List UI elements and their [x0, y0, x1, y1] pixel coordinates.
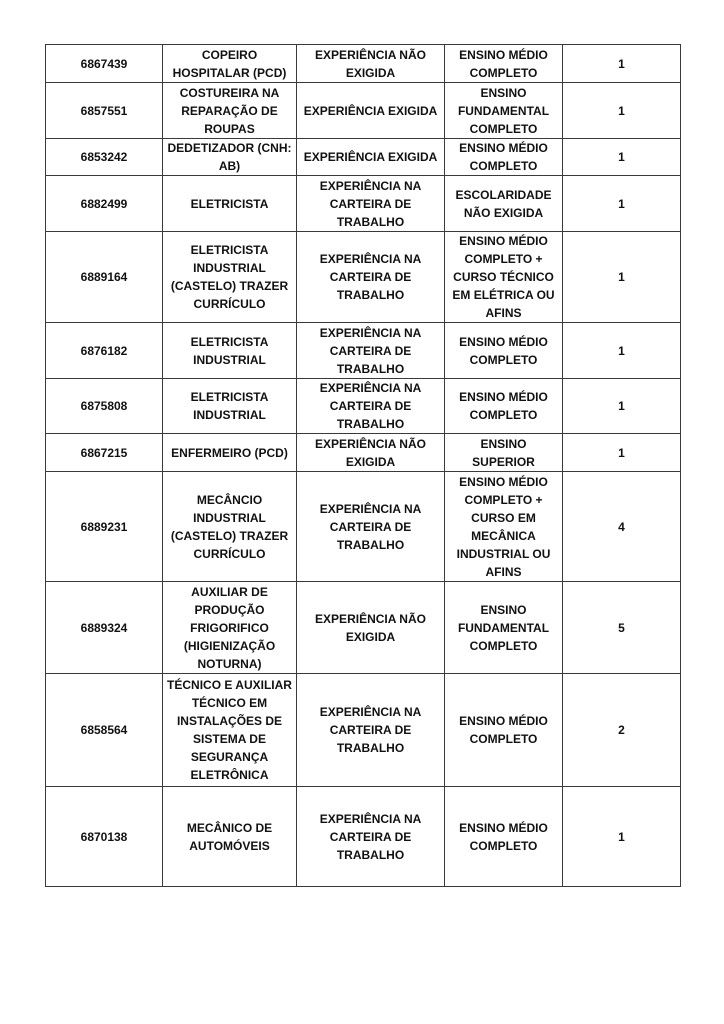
job-code-cell: 6853242	[46, 139, 163, 176]
table-row	[46, 434, 681, 472]
job-code-cell: 6882499	[46, 176, 163, 232]
table-row	[46, 83, 681, 139]
vacancies-cell: 1	[563, 176, 681, 232]
education-cell: ESCOLARIDADE NÃO EXIGIDA	[445, 176, 563, 232]
table-row	[46, 787, 681, 887]
table-row	[46, 674, 681, 787]
experience-cell: EXPERIÊNCIA EXIGIDA	[297, 83, 445, 139]
job-vacancies-table	[45, 44, 681, 887]
education-cell: ENSINO MÉDIO COMPLETO + CURSO TÉCNICO EM ELÉTRICA OU AFINS	[445, 232, 563, 323]
job-code-cell: 6858564	[46, 674, 163, 787]
job-code-cell: 6889164	[46, 232, 163, 323]
vacancies-cell: 4	[563, 472, 681, 582]
education-cell: ENSINO MÉDIO COMPLETO	[445, 379, 563, 434]
experience-cell: EXPERIÊNCIA NA CARTEIRA DE TRABALHO	[297, 674, 445, 787]
education-cell: ENSINO FUNDAMENTAL COMPLETO	[445, 83, 563, 139]
table-row	[46, 472, 681, 582]
job-role-cell: ELETRICISTA INDUSTRIAL	[163, 379, 297, 434]
job-role-cell: COSTUREIRA NA REPARAÇÃO DE ROUPAS	[163, 83, 297, 139]
experience-cell: EXPERIÊNCIA NA CARTEIRA DE TRABALHO	[297, 472, 445, 582]
vacancies-cell: 2	[563, 674, 681, 787]
job-role-cell: AUXILIAR DE PRODUÇÃO FRIGORIFICO (HIGIENIZAÇÃO NOTURNA)	[163, 582, 297, 674]
job-code-cell: 6857551	[46, 83, 163, 139]
table-row	[46, 45, 681, 83]
table-row	[46, 139, 681, 176]
vacancies-cell: 1	[563, 83, 681, 139]
experience-cell: EXPERIÊNCIA NA CARTEIRA DE TRABALHO	[297, 176, 445, 232]
education-cell: ENSINO SUPERIOR	[445, 434, 563, 472]
job-role-cell: MECÂNCIO INDUSTRIAL (CASTELO) TRAZER CURRÍCULO	[163, 472, 297, 582]
education-cell: ENSINO MÉDIO COMPLETO	[445, 674, 563, 787]
experience-cell: EXPERIÊNCIA NA CARTEIRA DE TRABALHO	[297, 232, 445, 323]
education-cell: ENSINO MÉDIO COMPLETO	[445, 787, 563, 887]
job-role-cell: ELETRICISTA INDUSTRIAL (CASTELO) TRAZER CURRÍCULO	[163, 232, 297, 323]
vacancies-cell: 1	[563, 787, 681, 887]
job-role-cell: TÉCNICO E AUXILIAR TÉCNICO EM INSTALAÇÕES DE SISTEMA DE SEGURANÇA ELETRÔNICA	[163, 674, 297, 787]
job-role-cell: DEDETIZADOR (CNH: AB)	[163, 139, 297, 176]
job-role-cell: ELETRICISTA	[163, 176, 297, 232]
job-code-cell: 6870138	[46, 787, 163, 887]
education-cell: ENSINO MÉDIO COMPLETO	[445, 45, 563, 83]
vacancies-cell: 1	[563, 139, 681, 176]
education-cell: ENSINO MÉDIO COMPLETO	[445, 323, 563, 379]
vacancies-cell: 1	[563, 323, 681, 379]
job-code-cell: 6889231	[46, 472, 163, 582]
education-cell: ENSINO FUNDAMENTAL COMPLETO	[445, 582, 563, 674]
vacancies-cell: 1	[563, 379, 681, 434]
experience-cell: EXPERIÊNCIA EXIGIDA	[297, 139, 445, 176]
vacancies-cell: 1	[563, 434, 681, 472]
experience-cell: EXPERIÊNCIA NA CARTEIRA DE TRABALHO	[297, 787, 445, 887]
document-page	[45, 44, 680, 887]
table-row	[46, 379, 681, 434]
job-code-cell: 6867215	[46, 434, 163, 472]
table-row	[46, 176, 681, 232]
table-row	[46, 232, 681, 323]
vacancies-cell: 1	[563, 232, 681, 323]
experience-cell: EXPERIÊNCIA NA CARTEIRA DE TRABALHO	[297, 323, 445, 379]
experience-cell: EXPERIÊNCIA NÃO EXIGIDA	[297, 45, 445, 83]
education-cell: ENSINO MÉDIO COMPLETO + CURSO EM MECÂNICA INDUSTRIAL OU AFINS	[445, 472, 563, 582]
vacancies-cell: 1	[563, 45, 681, 83]
vacancies-cell: 5	[563, 582, 681, 674]
table-row	[46, 582, 681, 674]
experience-cell: EXPERIÊNCIA NA CARTEIRA DE TRABALHO	[297, 379, 445, 434]
job-code-cell: 6867439	[46, 45, 163, 83]
table-row	[46, 323, 681, 379]
experience-cell: EXPERIÊNCIA NÃO EXIGIDA	[297, 434, 445, 472]
job-code-cell: 6876182	[46, 323, 163, 379]
job-role-cell: ENFERMEIRO (PCD)	[163, 434, 297, 472]
job-role-cell: MECÂNICO DE AUTOMÓVEIS	[163, 787, 297, 887]
education-cell: ENSINO MÉDIO COMPLETO	[445, 139, 563, 176]
job-code-cell: 6889324	[46, 582, 163, 674]
job-role-cell: ELETRICISTA INDUSTRIAL	[163, 323, 297, 379]
experience-cell: EXPERIÊNCIA NÃO EXIGIDA	[297, 582, 445, 674]
job-role-cell: COPEIRO HOSPITALAR (PCD)	[163, 45, 297, 83]
job-code-cell: 6875808	[46, 379, 163, 434]
